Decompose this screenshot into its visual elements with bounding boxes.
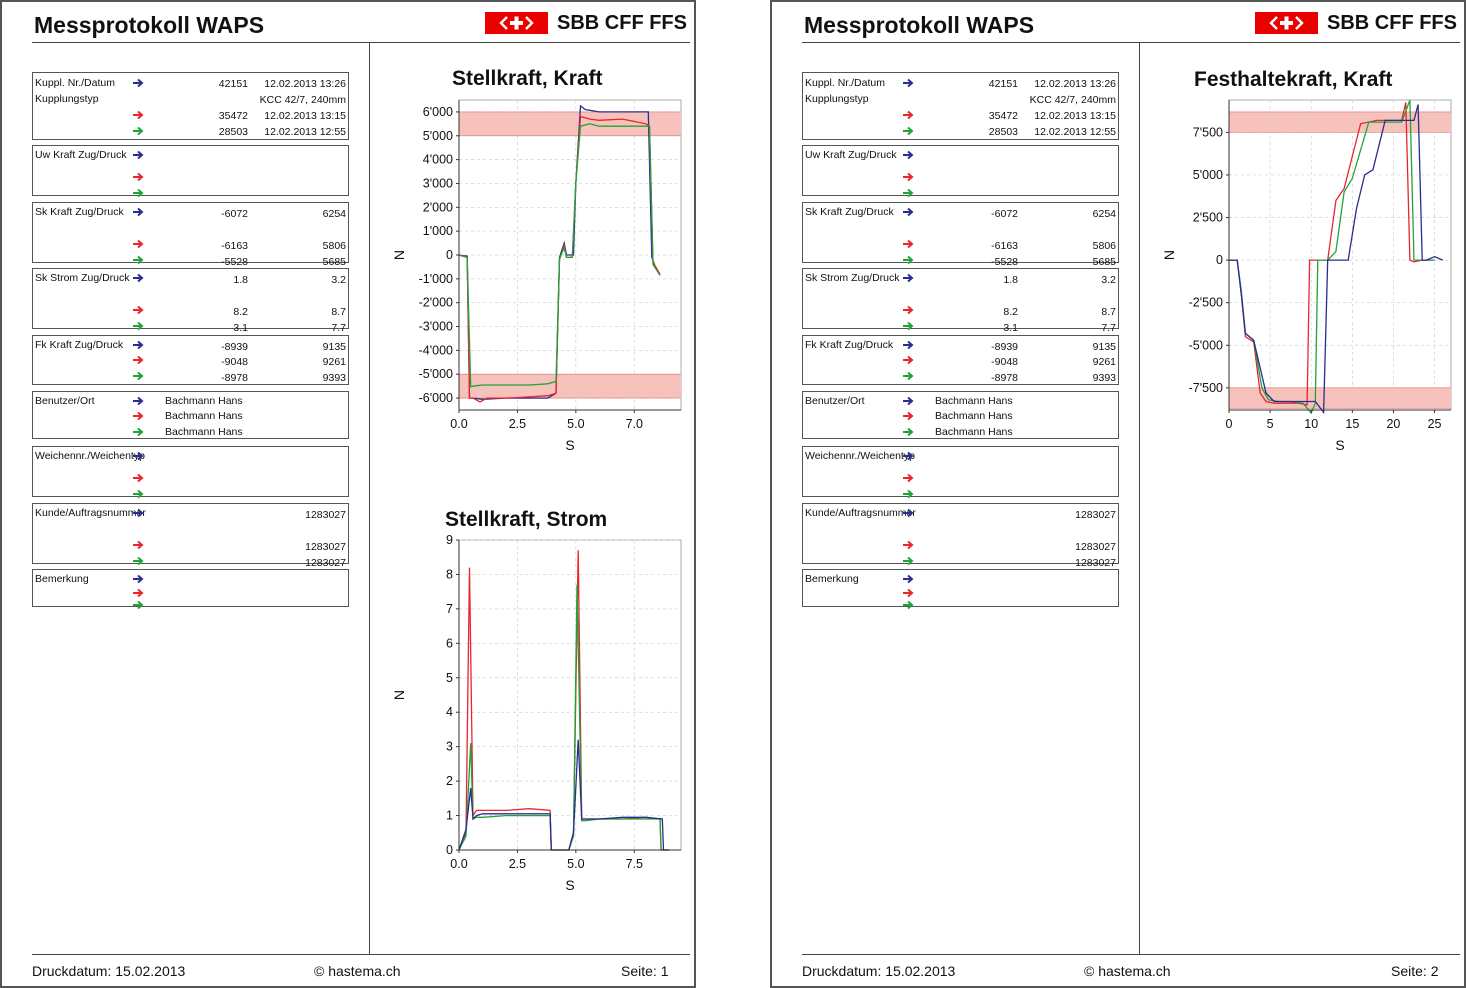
info-label: Kupplungstyp <box>805 93 869 105</box>
arrow-right-icon <box>133 172 144 182</box>
arrow-right-icon <box>133 255 144 265</box>
user-name: Bachmann Hans <box>165 410 243 422</box>
info-label: Kunde/Auftragsnummer <box>35 507 146 519</box>
arrow-right-icon <box>903 273 914 283</box>
info-value: 1283027 <box>1075 509 1116 521</box>
info-value: 5685 <box>1092 256 1116 268</box>
info-value: 1.8 <box>233 274 248 286</box>
y-tick-label: -1'000 <box>418 271 453 286</box>
x-tick-label: 7.5 <box>625 857 643 871</box>
chart-title: Festhaltekraft, Kraft <box>1194 68 1393 91</box>
x-tick-label: 25 <box>1427 417 1442 431</box>
info-value: 3.1 <box>1003 322 1018 334</box>
info-box <box>32 446 349 497</box>
info-value: 8.2 <box>1003 306 1018 318</box>
y-tick-label: 7 <box>446 601 453 616</box>
x-tick-label: 15 <box>1345 417 1360 431</box>
chart-title: Stellkraft, Strom <box>445 508 608 531</box>
x-tick-label: 0.0 <box>450 857 468 871</box>
info-label: Weichennr./Weichentyp <box>805 450 915 462</box>
stellkraft-strom-chart <box>382 532 692 902</box>
info-value: 35472 <box>218 110 248 122</box>
arrow-right-icon <box>133 321 144 331</box>
sbb-swiss-cross-icon <box>485 12 548 34</box>
info-box <box>802 391 1119 439</box>
info-box <box>802 569 1119 607</box>
arrow-right-icon <box>133 150 144 160</box>
y-axis-label: N <box>391 689 407 701</box>
arrow-right-icon <box>133 188 144 198</box>
arrow-right-icon <box>133 451 144 461</box>
page-title: Messprotokoll WAPS <box>804 12 1035 38</box>
info-value: KCC 42/7, 240mm <box>259 94 346 106</box>
info-value: 12.02.2013 12:55 <box>264 126 346 138</box>
user-name: Bachmann Hans <box>935 426 1013 438</box>
x-axis-label: S <box>1335 437 1345 453</box>
info-box <box>802 268 1119 334</box>
arrow-right-icon <box>903 508 914 518</box>
info-value: 28503 <box>218 126 248 138</box>
info-value: 9261 <box>322 356 346 368</box>
y-tick-label: 4 <box>446 705 453 720</box>
user-name: Bachmann Hans <box>165 395 243 407</box>
arrow-right-icon <box>903 588 914 598</box>
arrow-right-icon <box>133 207 144 217</box>
info-value: 12.02.2013 13:26 <box>1034 78 1116 90</box>
y-tick-label: 6 <box>446 636 453 651</box>
y-tick-label: -4'000 <box>418 343 453 358</box>
info-value: 7.7 <box>1101 322 1116 334</box>
info-value: -8939 <box>991 341 1018 353</box>
y-tick-label: 1 <box>446 808 453 823</box>
arrow-right-icon <box>133 239 144 249</box>
info-label: Fk Kraft Zug/Druck <box>35 339 124 351</box>
arrow-right-icon <box>133 600 144 610</box>
arrow-right-icon <box>133 508 144 518</box>
arrow-right-icon <box>903 207 914 217</box>
arrow-right-icon <box>133 540 144 550</box>
info-value: -6072 <box>221 208 248 220</box>
info-box <box>32 391 349 439</box>
page-title: Messprotokoll WAPS <box>34 12 265 38</box>
info-label: Sk Strom Zug/Druck <box>805 272 900 284</box>
arrow-right-icon <box>133 556 144 566</box>
plot-area <box>1229 100 1451 410</box>
info-value: 42151 <box>218 78 248 90</box>
info-box <box>32 335 349 385</box>
info-box <box>802 335 1119 385</box>
sbb-swiss-cross-icon <box>1255 12 1318 34</box>
y-tick-label: 0 <box>1216 253 1223 268</box>
info-value: -5528 <box>221 256 248 268</box>
info-box <box>32 145 349 196</box>
x-tick-label: 0 <box>1225 417 1233 431</box>
arrow-right-icon <box>133 126 144 136</box>
info-label: Uw Kraft Zug/Druck <box>35 149 127 161</box>
arrow-right-icon <box>903 340 914 350</box>
y-tick-label: 0 <box>446 248 453 262</box>
info-value: -6163 <box>991 240 1018 252</box>
info-value: KCC 42/7, 240mm <box>1029 94 1116 106</box>
arrow-right-icon <box>903 574 914 584</box>
info-value: 6254 <box>322 208 346 220</box>
info-value: 1283027 <box>1075 541 1116 553</box>
protocol-page-2 <box>770 0 1466 988</box>
info-value: 8.7 <box>1101 306 1116 318</box>
arrow-right-icon <box>903 150 914 160</box>
info-value: 12.02.2013 13:26 <box>264 78 346 90</box>
x-tick-label: 20 <box>1386 417 1401 431</box>
info-value: 5806 <box>1092 240 1116 252</box>
info-box <box>802 503 1119 569</box>
arrow-right-icon <box>133 411 144 421</box>
y-tick-label: 0 <box>446 843 453 857</box>
x-tick-label: 0.0 <box>450 417 468 431</box>
info-label: Benutzer/Ort <box>805 395 865 407</box>
info-label: Sk Kraft Zug/Druck <box>35 206 124 218</box>
info-value: 1.8 <box>1003 274 1018 286</box>
brand-name: SBB CFF FFS <box>1327 12 1457 34</box>
arrow-right-icon <box>133 396 144 406</box>
info-value: 42151 <box>988 78 1018 90</box>
info-box <box>32 202 349 268</box>
x-tick-label: 10 <box>1304 417 1319 431</box>
x-tick-label: 2.5 <box>508 857 527 871</box>
arrow-right-icon <box>903 473 914 483</box>
y-tick-label: 5'000 <box>422 128 453 143</box>
info-value: 8.7 <box>331 306 346 318</box>
info-label: Kupplungstyp <box>35 93 99 105</box>
arrow-right-icon <box>903 355 914 365</box>
header-divider <box>32 42 690 43</box>
info-label: Fk Kraft Zug/Druck <box>805 339 894 351</box>
arrow-right-icon <box>903 556 914 566</box>
y-tick-label: 6'000 <box>422 104 453 119</box>
arrow-right-icon <box>903 371 914 381</box>
info-value: -8978 <box>991 372 1018 384</box>
info-value: -9048 <box>221 356 248 368</box>
info-value: 6254 <box>1092 208 1116 220</box>
tolerance-band <box>459 112 681 136</box>
footer-page-number: Seite: 2 <box>1391 963 1439 979</box>
info-value: -6163 <box>221 240 248 252</box>
arrow-right-icon <box>133 340 144 350</box>
y-tick-label: -7'500 <box>1188 380 1223 395</box>
footer-print-date: Druckdatum: 15.02.2013 <box>32 963 186 979</box>
tolerance-band <box>1229 112 1451 132</box>
y-tick-label: 3 <box>446 739 453 754</box>
info-box <box>32 569 349 607</box>
info-label: Kuppl. Nr./Datum <box>805 77 885 89</box>
protocol-page-1 <box>0 0 696 988</box>
info-label: Weichennr./Weichentyp <box>35 450 145 462</box>
info-value: 1283027 <box>305 541 346 553</box>
info-value: 12.02.2013 13:15 <box>1034 110 1116 122</box>
arrow-right-icon <box>133 473 144 483</box>
chart-title: Stellkraft, Kraft <box>452 67 603 90</box>
user-name: Bachmann Hans <box>165 426 243 438</box>
info-value: -8978 <box>221 372 248 384</box>
y-tick-label: -2'500 <box>1188 295 1223 310</box>
y-tick-label: -2'000 <box>418 295 453 310</box>
column-divider <box>369 42 370 954</box>
arrow-right-icon <box>903 78 914 88</box>
arrow-right-icon <box>133 489 144 499</box>
plot-area <box>459 540 681 850</box>
arrow-right-icon <box>903 427 914 437</box>
info-value: 9393 <box>1092 372 1116 384</box>
arrow-right-icon <box>903 126 914 136</box>
arrow-right-icon <box>903 321 914 331</box>
arrow-right-icon <box>903 305 914 315</box>
arrow-right-icon <box>133 78 144 88</box>
x-tick-label: 5.0 <box>567 417 585 431</box>
y-tick-label: 2 <box>446 774 453 789</box>
info-label: Bemerkung <box>805 573 859 585</box>
info-label: Kunde/Auftragsnummer <box>805 507 916 519</box>
y-tick-label: 8 <box>446 567 453 582</box>
info-box <box>32 503 349 569</box>
y-tick-label: -5'000 <box>418 367 453 382</box>
info-value: -9048 <box>991 356 1018 368</box>
info-value: -8939 <box>221 341 248 353</box>
info-value: 3.2 <box>331 274 346 286</box>
info-value: 9261 <box>1092 356 1116 368</box>
info-value: 35472 <box>988 110 1018 122</box>
info-label: Kuppl. Nr./Datum <box>35 77 115 89</box>
arrow-right-icon <box>903 451 914 461</box>
info-label: Uw Kraft Zug/Druck <box>805 149 897 161</box>
column-divider <box>1139 42 1140 954</box>
footer-divider <box>802 954 1460 955</box>
info-value: 7.7 <box>331 322 346 334</box>
footer-print-date: Druckdatum: 15.02.2013 <box>802 963 956 979</box>
info-label: Sk Kraft Zug/Druck <box>805 206 894 218</box>
arrow-right-icon <box>133 371 144 381</box>
header-divider <box>802 42 1460 43</box>
x-axis-label: S <box>565 437 575 453</box>
info-value: 1283027 <box>1075 557 1116 569</box>
y-tick-label: 5'000 <box>1192 167 1223 182</box>
info-label: Sk Strom Zug/Druck <box>35 272 130 284</box>
user-name: Bachmann Hans <box>935 395 1013 407</box>
y-tick-label: 7'500 <box>1192 125 1223 140</box>
info-box-coupling <box>32 72 349 140</box>
x-tick-label: 7.0 <box>625 417 643 431</box>
y-axis-label: N <box>391 249 407 261</box>
arrow-right-icon <box>903 489 914 499</box>
info-value: 12.02.2013 13:15 <box>264 110 346 122</box>
y-tick-label: 5 <box>446 670 453 685</box>
info-value: 1283027 <box>305 509 346 521</box>
arrow-right-icon <box>903 239 914 249</box>
x-axis-label: S <box>565 877 575 893</box>
info-label: Bemerkung <box>35 573 89 585</box>
info-value: 9135 <box>322 341 346 353</box>
info-value: 12.02.2013 12:55 <box>1034 126 1116 138</box>
y-tick-label: 4'000 <box>422 152 453 167</box>
arrow-right-icon <box>903 188 914 198</box>
y-tick-label: -3'000 <box>418 319 453 334</box>
arrow-right-icon <box>903 396 914 406</box>
arrow-right-icon <box>133 273 144 283</box>
footer-divider <box>32 954 690 955</box>
arrow-right-icon <box>903 600 914 610</box>
y-tick-label: -5'000 <box>1188 338 1223 353</box>
arrow-right-icon <box>903 110 914 120</box>
tolerance-band <box>459 374 681 398</box>
info-value: 3.1 <box>233 322 248 334</box>
y-tick-label: -6'000 <box>418 391 453 406</box>
info-value: 1283027 <box>305 557 346 569</box>
info-value: -5528 <box>991 256 1018 268</box>
info-value: 9135 <box>1092 341 1116 353</box>
info-value: 9393 <box>322 372 346 384</box>
tolerance-band <box>1229 388 1451 408</box>
arrow-right-icon <box>903 411 914 421</box>
festhaltekraft-kraft-chart <box>1152 92 1462 462</box>
x-tick-label: 5 <box>1266 417 1274 431</box>
x-tick-label: 2.5 <box>508 417 527 431</box>
arrow-right-icon <box>133 110 144 120</box>
brand-name: SBB CFF FFS <box>557 12 687 34</box>
arrow-right-icon <box>903 540 914 550</box>
info-box <box>802 145 1119 196</box>
info-box-coupling <box>802 72 1119 140</box>
info-box <box>802 202 1119 268</box>
arrow-right-icon <box>133 355 144 365</box>
footer-copyright: © hastema.ch <box>314 963 401 979</box>
info-value: 8.2 <box>233 306 248 318</box>
arrow-right-icon <box>133 305 144 315</box>
x-tick-label: 5.0 <box>567 857 585 871</box>
arrow-right-icon <box>133 588 144 598</box>
info-value: 3.2 <box>1101 274 1116 286</box>
arrow-right-icon <box>903 255 914 265</box>
info-box <box>802 446 1119 497</box>
y-tick-label: 3'000 <box>422 176 453 191</box>
footer-copyright: © hastema.ch <box>1084 963 1171 979</box>
info-value: -6072 <box>991 208 1018 220</box>
arrow-right-icon <box>133 427 144 437</box>
stellkraft-kraft-chart <box>382 92 692 462</box>
info-label: Benutzer/Ort <box>35 395 95 407</box>
info-value: 5685 <box>322 256 346 268</box>
y-tick-label: 2'000 <box>422 200 453 215</box>
info-value: 5806 <box>322 240 346 252</box>
y-tick-label: 9 <box>446 533 453 547</box>
footer-page-number: Seite: 1 <box>621 963 669 979</box>
info-box <box>32 268 349 334</box>
y-tick-label: 2'500 <box>1192 210 1223 225</box>
y-tick-label: 1'000 <box>422 224 453 239</box>
arrow-right-icon <box>133 574 144 584</box>
y-axis-label: N <box>1161 249 1177 261</box>
arrow-right-icon <box>903 172 914 182</box>
info-value: 28503 <box>988 126 1018 138</box>
user-name: Bachmann Hans <box>935 410 1013 422</box>
